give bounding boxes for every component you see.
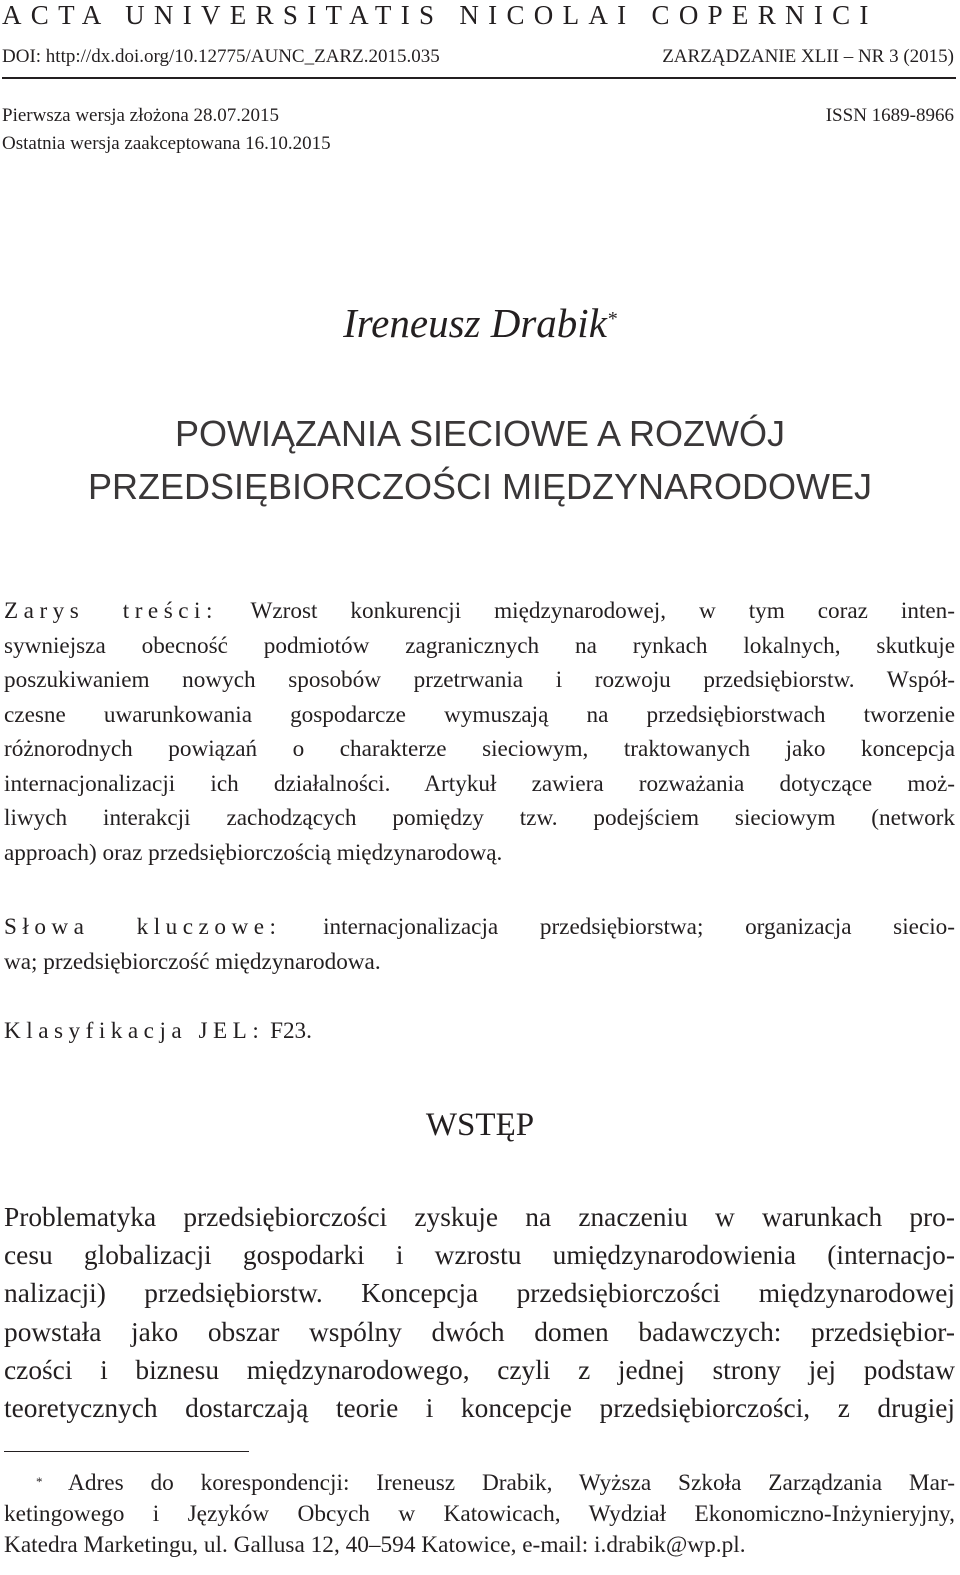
footnote-rule: [4, 1451, 249, 1452]
intro-paragraph: [4, 1198, 955, 1427]
submission-row: [2, 104, 954, 128]
journal-title: ACTA UNIVERSITATIS NICOLAI COPERNICI: [2, 0, 878, 30]
abstract-label: Zarys treści:: [4, 598, 218, 624]
author: [0, 298, 960, 348]
body-line: Problematyka przedsiębiorczości zyskuje na znaczeniu w warunkach pro-: [4, 1202, 955, 1232]
issn: ISSN 1689-8966: [825, 105, 954, 126]
footnote-mark: *: [36, 1474, 43, 1489]
body-line: cesu globalizacji gospodarki i wzrostu umiędzynarodowienia (internacjo-: [4, 1240, 955, 1271]
abstract-line: sywniejsza obecność podmiotów zagranicznych na rynkach lokalnych, skutkuje: [4, 632, 955, 659]
jel-classification: [4, 1014, 955, 1049]
doi-link[interactable]: DOI: http://dx.doi.org/10.12775/AUNC_ZARZ.2015.035: [2, 46, 440, 67]
footnote-line: Katedra Marketingu, ul. Gallusa 12, 40–594 Katowice, e-mail: i.drabik@wp.pl.: [4, 1532, 746, 1558]
keywords-line: wa; przedsiębiorczość międzynarodowa.: [4, 948, 381, 975]
abstract-line: approach) oraz przedsiębiorczością międzynarodową.: [4, 839, 503, 866]
title-line: POWIĄZANIA SIECIOWE A ROZWÓJ: [174, 413, 786, 454]
article-title: [0, 407, 960, 513]
section-heading: WSTĘP: [425, 1107, 535, 1143]
author-footnote-mark[interactable]: *: [606, 308, 617, 330]
body-line: teoretycznych dostarczają teorie i koncepcje przedsiębiorczości, z drugiej: [4, 1393, 955, 1424]
footnote-line: * Adres do korespondencji: Ireneusz Drabik, Wyższa Szkoła Zarządzania Mar-: [36, 1470, 955, 1496]
abstract-line: Zarys treści: Wzrost konkurencji międzynarodowej, w tym coraz inten-: [4, 598, 956, 624]
keywords-label: Słowa kluczowe:: [4, 914, 282, 940]
abstract-line: liwych interakcji zachodzących pomiędzy tzw. podejściem sieciowym (network: [4, 805, 955, 831]
jel-value: F23.: [270, 1018, 312, 1044]
accepted-row: [2, 132, 954, 156]
body-line: powstała jako obszar wspólny dwóch domen badawczych: przedsiębior-: [4, 1316, 955, 1347]
author-name: Ireneusz Drabik: [343, 300, 607, 346]
abstract-line: poszukiwaniem nowych sposobów przetrwania i rozwoju przedsiębiorstw. Współ-: [4, 667, 955, 693]
title-line: PRZEDSIĘBIORCZOŚCI MIĘDZYNARODOWEJ: [87, 466, 873, 507]
abstract-line: różnorodnych powiązań o charakterze sieciowym, traktowanych jako koncepcja: [4, 736, 955, 762]
abstract: [4, 594, 955, 870]
submitted-date: Pierwsza wersja złożona 28.07.2015: [2, 105, 280, 126]
keywords-line: Słowa kluczowe: internacjonalizacja przedsiębiorstwa; organizacja siecio-: [4, 914, 955, 940]
series-info: ZARZĄDZANIE XLII – NR 3 (2015): [662, 46, 954, 67]
footnote-line: ketingowego i Języków Obcych w Katowicach, Wydział Ekonomiczno-Inżynieryjny,: [4, 1501, 955, 1527]
abstract-line: internacjonalizacji ich działalności. Artykuł zawiera rozważania dotyczące moż-: [4, 770, 955, 797]
keywords: [4, 910, 955, 979]
accepted-date: Ostatnia wersja zaakceptowana 16.10.2015: [2, 133, 331, 154]
footnote: [4, 1468, 955, 1561]
doi-row: [2, 45, 954, 69]
jel-label: Klasyfikacja JEL:: [4, 1018, 265, 1044]
header-rule: [2, 77, 956, 79]
body-line: czości i biznesu międzynarodowego, czyli z jednej strony jej podstaw: [4, 1354, 955, 1385]
body-line: nalizacji) przedsiębiorstw. Koncepcja przedsiębiorczości międzynarodowej: [4, 1278, 955, 1309]
abstract-line: czesne uwarunkowania gospodarcze wymuszają na przedsiębiorstwach tworzenie: [4, 701, 955, 728]
